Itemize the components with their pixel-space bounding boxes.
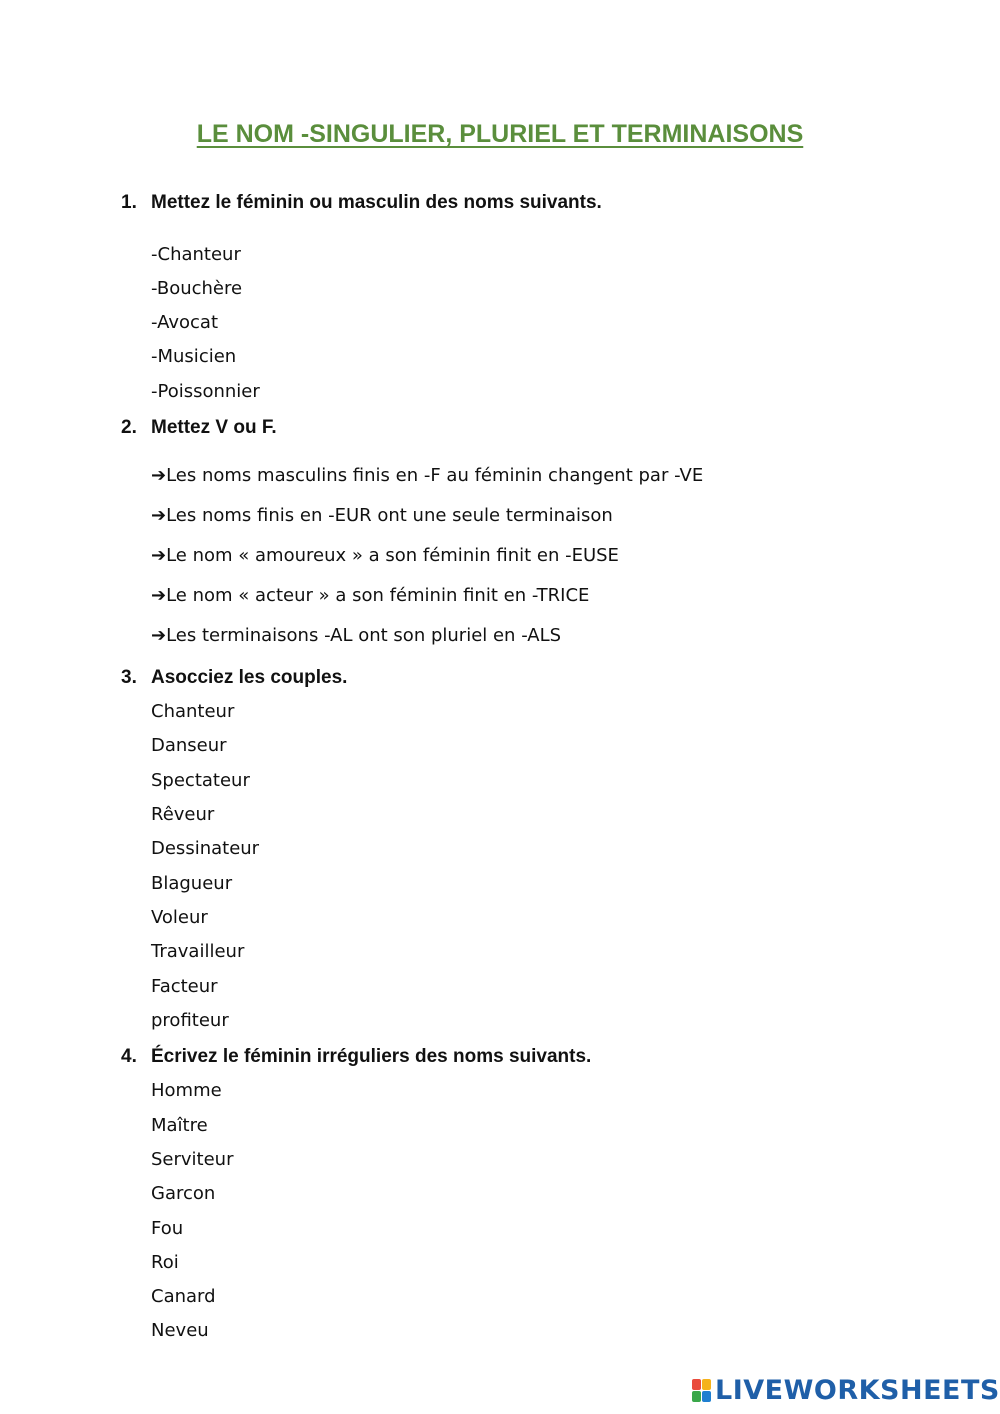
question-2: 2. Mettez V ou F. <box>121 417 277 438</box>
arrow-right-icon: ➔ <box>151 465 167 486</box>
q1-item: -Musicien <box>151 346 237 367</box>
q1-item: -Bouchère <box>151 278 243 299</box>
q4-item: Fou <box>151 1218 184 1239</box>
q3-item: Voleur <box>151 907 208 928</box>
question-4: 4. Écrivez le féminin irréguliers des noms suivants. <box>121 1046 592 1067</box>
q3-item: profiteur <box>151 1010 229 1031</box>
q2-statement: ➔Les noms finis en -EUR ont une seule terminaison <box>151 505 613 526</box>
q3-item: Danseur <box>151 735 227 756</box>
q4-item: Serviteur <box>151 1149 234 1170</box>
q4-item: Garcon <box>151 1183 216 1204</box>
logo-square <box>702 1379 711 1390</box>
arrow-right-icon: ➔ <box>151 505 167 526</box>
q4-item: Maître <box>151 1115 208 1136</box>
logo-square <box>692 1391 701 1402</box>
logo-square <box>702 1391 711 1402</box>
q4-item: Neveu <box>151 1320 209 1341</box>
question-1: 1. Mettez le féminin ou masculin des noms suivants. <box>121 192 602 213</box>
q2-statement: ➔Le nom « acteur » a son féminin finit en -TRICE <box>151 585 590 606</box>
q3-item: Spectateur <box>151 770 250 791</box>
q2-statement: ➔Les terminaisons -AL ont son pluriel en -ALS <box>151 625 562 646</box>
logo-mark-icon <box>692 1379 711 1402</box>
q1-item: -Chanteur <box>151 244 241 265</box>
arrow-right-icon: ➔ <box>151 585 167 606</box>
q2-statement: ➔Le nom « amoureux » a son féminin finit en -EUSE <box>151 545 619 566</box>
q3-item: Chanteur <box>151 701 235 722</box>
logo-text: LIVEWORKSHEETS <box>715 1374 1000 1406</box>
question-3: 3. Asocciez les couples. <box>121 667 348 688</box>
q1-item: -Poissonnier <box>151 381 260 402</box>
q3-item: Travailleur <box>151 941 245 962</box>
liveworksheets-logo[interactable] <box>692 1374 1000 1406</box>
q3-item: Rêveur <box>151 804 215 825</box>
page-title: LE NOM -SINGULIER, PLURIEL ET TERMINAISONS <box>196 120 804 148</box>
q4-item: Homme <box>151 1080 222 1101</box>
q4-item: Roi <box>151 1252 179 1273</box>
q2-statement: ➔Les noms masculins finis en -F au féminin changent par -VE <box>151 465 704 486</box>
q3-item: Dessinateur <box>151 838 260 859</box>
q3-item: Blagueur <box>151 873 233 894</box>
q4-item: Canard <box>151 1286 216 1307</box>
q3-item: Facteur <box>151 976 218 997</box>
arrow-right-icon: ➔ <box>151 625 167 646</box>
arrow-right-icon: ➔ <box>151 545 167 566</box>
logo-square <box>692 1379 701 1390</box>
q1-item: -Avocat <box>151 312 219 333</box>
